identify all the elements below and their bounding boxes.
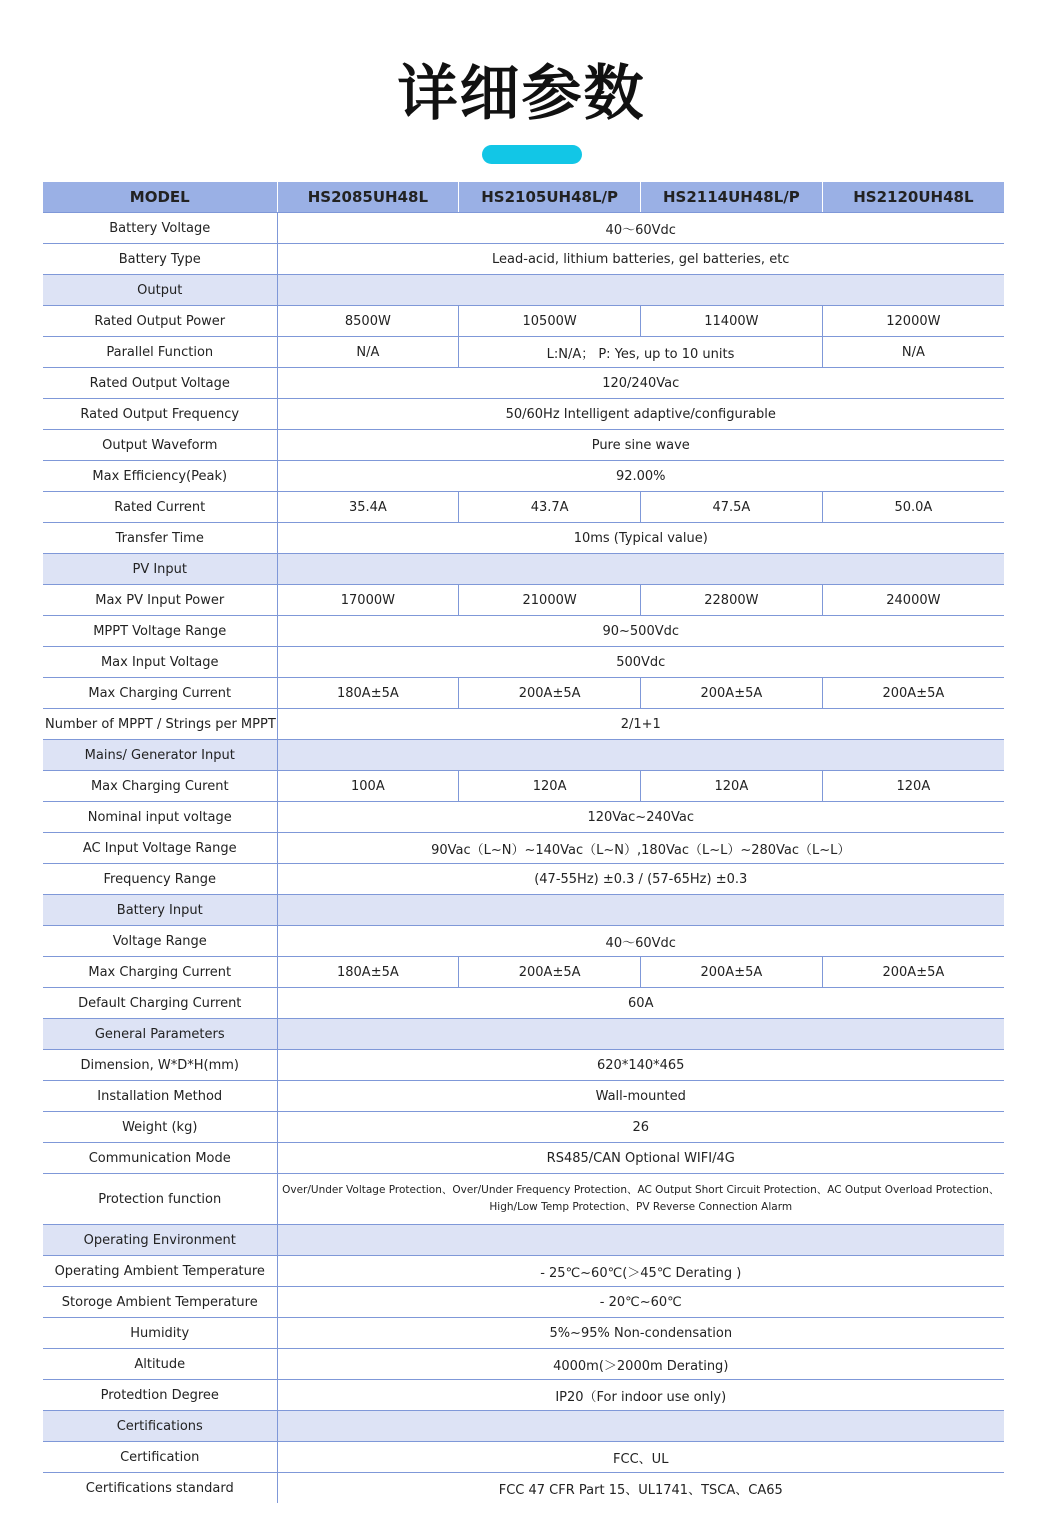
table-row: [43, 523, 1004, 554]
section-fill: [277, 1225, 1004, 1256]
param-value: 11400W: [641, 306, 823, 337]
table-row: [43, 492, 1004, 523]
table-row: [43, 616, 1004, 647]
table-row: [43, 1112, 1004, 1143]
param-value: 120/240Vac: [277, 368, 1004, 399]
table-row: [43, 926, 1004, 957]
section-label: Output: [43, 275, 277, 306]
param-value: 200A±5A: [822, 957, 1004, 988]
param-label: Rated Current: [43, 492, 277, 523]
param-value: L:N/A； P: Yes, up to 10 units: [459, 337, 823, 368]
param-value: 90Vac（L~N）~140Vac（L~N）,180Vac（L~L）~280Vac（L~L）: [277, 833, 1004, 864]
header-model-label: MODEL: [43, 182, 277, 213]
section-fill: [277, 740, 1004, 771]
param-value: 200A±5A: [822, 678, 1004, 709]
param-value: FCC 47 CFR Part 15、UL1741、TSCA、CA65: [277, 1473, 1004, 1504]
param-value: 200A±5A: [459, 957, 641, 988]
header-model-3: HS2114UH48L/P: [641, 182, 823, 213]
param-value: Over/Under Voltage Protection、Over/Under Frequency Protection、AC Output Short Circuit Protection、AC Output Overload Protection、High/Low Temp Protection、PV Reverse Connection Alarm: [277, 1174, 1004, 1225]
table-row: [43, 461, 1004, 492]
param-value: N/A: [822, 337, 1004, 368]
param-label: Max Input Voltage: [43, 647, 277, 678]
param-label: Number of MPPT / Strings per MPPT: [43, 709, 277, 740]
spec-table: [43, 182, 1004, 1503]
section-fill: [277, 1019, 1004, 1050]
section-row: [43, 895, 1004, 926]
param-label: Storoge Ambient Temperature: [43, 1287, 277, 1318]
table-row: [43, 678, 1004, 709]
section-row: [43, 740, 1004, 771]
param-value: - 25℃~60℃(＞45℃ Derating ): [277, 1256, 1004, 1287]
title-accent-bar: [482, 145, 582, 164]
param-value: 120A: [822, 771, 1004, 802]
param-value: 12000W: [822, 306, 1004, 337]
param-label: Humidity: [43, 1318, 277, 1349]
section-fill: [277, 895, 1004, 926]
param-label: MPPT Voltage Range: [43, 616, 277, 647]
param-value: 100A: [277, 771, 459, 802]
param-label: Max Charging Curent: [43, 771, 277, 802]
section-row: [43, 1225, 1004, 1256]
param-label: Nominal input voltage: [43, 802, 277, 833]
param-value: 180A±5A: [277, 678, 459, 709]
param-label: Battery Type: [43, 244, 277, 275]
table-row: [43, 1442, 1004, 1473]
table-row: [43, 771, 1004, 802]
param-value: 2/1+1: [277, 709, 1004, 740]
header-model-2: HS2105UH48L/P: [459, 182, 641, 213]
param-label: Altitude: [43, 1349, 277, 1380]
param-label: Certification: [43, 1442, 277, 1473]
table-row: [43, 647, 1004, 678]
param-label: Max PV Input Power: [43, 585, 277, 616]
param-value: 10500W: [459, 306, 641, 337]
param-value: 35.4A: [277, 492, 459, 523]
param-label: Rated Output Voltage: [43, 368, 277, 399]
param-label: Default Charging Current: [43, 988, 277, 1019]
param-value: 500Vdc: [277, 647, 1004, 678]
section-row: [43, 275, 1004, 306]
table-row: [43, 213, 1004, 244]
param-value: FCC、UL: [277, 1442, 1004, 1473]
table-row: [43, 244, 1004, 275]
param-label: Frequency Range: [43, 864, 277, 895]
param-value: 43.7A: [459, 492, 641, 523]
table-row: [43, 368, 1004, 399]
table-row: [43, 1050, 1004, 1081]
table-row: [43, 1143, 1004, 1174]
param-label: Weight (kg): [43, 1112, 277, 1143]
table-row: [43, 864, 1004, 895]
param-value: 5%~95% Non-condensation: [277, 1318, 1004, 1349]
section-label: Operating Environment: [43, 1225, 277, 1256]
param-value: Wall-mounted: [277, 1081, 1004, 1112]
param-value: N/A: [277, 337, 459, 368]
spec-table-body: [43, 182, 1004, 1503]
param-label: Dimension, W*D*H(mm): [43, 1050, 277, 1081]
param-label: Output Waveform: [43, 430, 277, 461]
table-row: [43, 399, 1004, 430]
param-value: 40～60Vdc: [277, 213, 1004, 244]
section-label: PV Input: [43, 554, 277, 585]
param-value: 40～60Vdc: [277, 926, 1004, 957]
param-label: Max Charging Current: [43, 957, 277, 988]
table-row: [43, 430, 1004, 461]
section-label: Mains/ Generator Input: [43, 740, 277, 771]
param-label: Operating Ambient Temperature: [43, 1256, 277, 1287]
param-label: Voltage Range: [43, 926, 277, 957]
param-label: Rated Output Power: [43, 306, 277, 337]
section-fill: [277, 554, 1004, 585]
table-row: [43, 1349, 1004, 1380]
param-value: Lead-acid, lithium batteries, gel batteries, etc: [277, 244, 1004, 275]
table-row: [43, 802, 1004, 833]
table-row: [43, 337, 1004, 368]
param-label: Protedtion Degree: [43, 1380, 277, 1411]
section-row: [43, 1411, 1004, 1442]
param-value: 60A: [277, 988, 1004, 1019]
table-row: [43, 1081, 1004, 1112]
param-label: AC Input Voltage Range: [43, 833, 277, 864]
table-row: [43, 1380, 1004, 1411]
param-value: 50.0A: [822, 492, 1004, 523]
param-label: Parallel Function: [43, 337, 277, 368]
param-label: Protection function: [43, 1174, 277, 1225]
param-label: Transfer Time: [43, 523, 277, 554]
param-value: 47.5A: [641, 492, 823, 523]
header-model-1: HS2085UH48L: [277, 182, 459, 213]
param-label: Communication Mode: [43, 1143, 277, 1174]
param-label: Certifications standard: [85, 1480, 234, 1496]
param-value: 120A: [459, 771, 641, 802]
param-value: 50/60Hz Intelligent adaptive/configurable: [277, 399, 1004, 430]
section-label: Certifications: [43, 1411, 277, 1442]
param-value: 10ms (Typical value): [277, 523, 1004, 554]
param-value: 21000W: [459, 585, 641, 616]
param-value: 120Vac~240Vac: [277, 802, 1004, 833]
table-row: [43, 709, 1004, 740]
table-row: [43, 585, 1004, 616]
param-value: 180A±5A: [277, 957, 459, 988]
param-value: 90~500Vdc: [277, 616, 1004, 647]
table-row: [43, 1318, 1004, 1349]
param-value: 200A±5A: [459, 678, 641, 709]
header-model-4: HS2120UH48L: [822, 182, 1004, 213]
param-value: (47-55Hz) ±0.3 / (57-65Hz) ±0.3: [277, 864, 1004, 895]
param-value: 17000W: [277, 585, 459, 616]
param-label: Installation Method: [43, 1081, 277, 1112]
table-row: [43, 306, 1004, 337]
section-fill: [277, 1411, 1004, 1442]
table-row: [43, 1473, 1004, 1504]
section-row: [43, 1019, 1004, 1050]
param-value: Pure sine wave: [277, 430, 1004, 461]
table-row: [43, 1174, 1004, 1225]
param-value: 26: [277, 1112, 1004, 1143]
section-label: General Parameters: [43, 1019, 277, 1050]
param-value: 4000m(＞2000m Derating): [277, 1349, 1004, 1380]
section-label: Battery Input: [43, 895, 277, 926]
param-value: 8500W: [277, 306, 459, 337]
section-row: [43, 554, 1004, 585]
param-value: 120A: [641, 771, 823, 802]
param-value: 620*140*465: [277, 1050, 1004, 1081]
param-label: Max Efficiency(Peak): [43, 461, 277, 492]
table-row: [43, 957, 1004, 988]
table-header-row: [43, 182, 1004, 213]
table-row: [43, 1256, 1004, 1287]
table-row: [43, 988, 1004, 1019]
param-value: 200A±5A: [641, 678, 823, 709]
param-value: 22800W: [641, 585, 823, 616]
param-label: Max Charging Current: [43, 678, 277, 709]
table-row: [43, 833, 1004, 864]
param-label: Battery Voltage: [43, 213, 277, 244]
section-fill: [277, 275, 1004, 306]
param-value: RS485/CAN Optional WIFI/4G: [277, 1143, 1004, 1174]
param-value: 92.00%: [277, 461, 1004, 492]
param-value: - 20℃~60℃: [277, 1287, 1004, 1318]
param-value: 24000W: [822, 585, 1004, 616]
table-row: [43, 1287, 1004, 1318]
param-label: Rated Output Frequency: [43, 399, 277, 430]
page-title: 详细参数: [397, 59, 646, 129]
param-value: IP20（For indoor use only): [277, 1380, 1004, 1411]
param-value: 200A±5A: [641, 957, 823, 988]
